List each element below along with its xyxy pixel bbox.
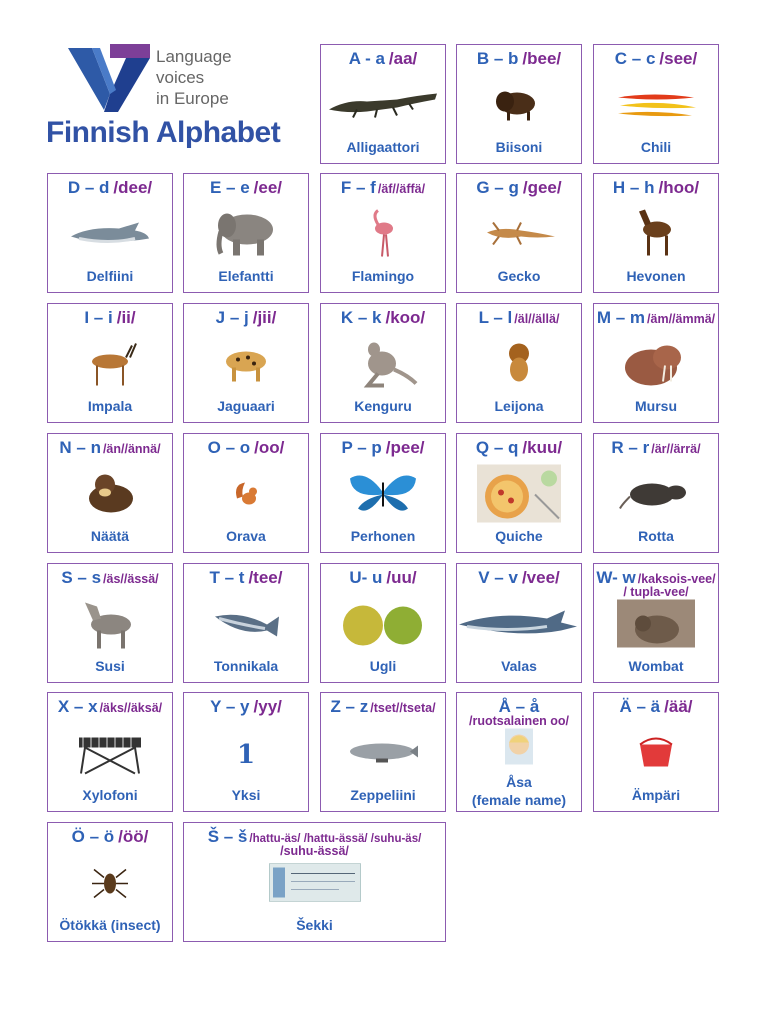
card-word: Delfiini (86, 268, 134, 284)
cheque-image (269, 864, 361, 907)
letter-card (47, 303, 173, 423)
card-heading (457, 178, 581, 199)
card-word: Gecko (497, 268, 541, 284)
card-letter: M – m (596, 308, 646, 327)
letter-card (593, 44, 719, 164)
card-letter: P – p (341, 438, 382, 457)
impala-image (80, 340, 140, 393)
butterfly-image (346, 469, 420, 524)
card-word: Alligaattori (346, 139, 420, 155)
tuna-image (211, 607, 281, 646)
child-portrait-image (505, 729, 533, 770)
card-pronunciation: /ee/ (253, 178, 283, 197)
card-heading (321, 49, 445, 70)
card-letter: O – o (207, 438, 251, 457)
card-word: Quiche (495, 528, 543, 544)
card-pronunciation: /ii/ (116, 308, 136, 327)
card-heading (48, 178, 172, 199)
card-word: Hevonen (626, 268, 686, 284)
language-voices-logo-icon (66, 44, 154, 114)
card-heading (48, 308, 172, 329)
card-letter: U- u (349, 568, 383, 587)
kangaroo-image (348, 340, 418, 393)
card-pronunciation: /kuu/ (522, 438, 563, 457)
card-pronunciation: /är//ärrä/ (651, 442, 701, 456)
card-word: Chili (640, 139, 672, 155)
card-pronunciation: /äs//ässä/ (103, 572, 159, 586)
card-letter: W- w (596, 568, 636, 587)
elephant-image (213, 210, 279, 263)
card-letter: I – i (84, 308, 113, 327)
card-letter: C – c (614, 49, 656, 68)
card-letter: Z – z (330, 697, 369, 716)
card-pronunciation: /bee/ (522, 49, 562, 68)
header (40, 38, 310, 160)
letter-card (593, 303, 719, 423)
letter-card (456, 173, 582, 293)
zeppelin-image (346, 742, 420, 769)
card-pronunciation: /dee/ (113, 178, 153, 197)
card-word: Ötökkä (insect) (59, 917, 161, 933)
letter-card (183, 692, 309, 812)
card-heading (457, 568, 581, 589)
letter-card (47, 173, 173, 293)
card-word: Rotta (638, 528, 674, 544)
lion-image (504, 342, 534, 391)
alligator-image (327, 88, 439, 127)
card-pronunciation: /hoo/ (658, 178, 700, 197)
card-heading (48, 568, 172, 589)
letter-card (593, 563, 719, 683)
letter-card (47, 433, 173, 553)
card-letter: J – j (215, 308, 249, 327)
card-letter: Š – š (207, 827, 248, 846)
card-pronunciation: /äf//äffä/ (377, 182, 426, 196)
card-letter: S – s (61, 568, 102, 587)
card-word: Wombat (628, 658, 684, 674)
letter-card (320, 692, 446, 812)
card-pronunciation: /än//ännä/ (102, 442, 161, 456)
card-word: Perhonen (350, 528, 416, 544)
letter-card (320, 433, 446, 553)
card-word: Åsa (506, 774, 532, 790)
letter-card (456, 44, 582, 164)
letter-card (593, 433, 719, 553)
card-heading (594, 697, 718, 718)
number-one-image (237, 740, 255, 770)
card-heading (48, 438, 172, 459)
card-heading (457, 49, 581, 70)
card-letter: V – v (478, 568, 518, 587)
card-pronunciation: /yy/ (253, 697, 282, 716)
card-word: Mursu (635, 398, 677, 414)
card-pronunciation: /tee/ (248, 568, 283, 587)
letter-card (320, 563, 446, 683)
card-pronunciation: /vee/ (521, 568, 560, 587)
card-pronunciation: /tset//tseta/ (370, 701, 436, 715)
card-word: Susi (95, 658, 125, 674)
letter-card (593, 692, 719, 812)
marten-image (83, 471, 137, 522)
card-word-line-2: (female name) (471, 792, 567, 808)
rat-image (618, 477, 694, 516)
letter-card (593, 173, 719, 293)
flamingo-image (368, 209, 398, 264)
wombat-image (617, 600, 695, 653)
card-pronunciation: /koo/ (385, 308, 426, 327)
card-letter: E – e (209, 178, 250, 197)
card-word: Orava (226, 528, 266, 544)
letter-card (456, 692, 582, 812)
card-heading (594, 308, 718, 329)
bucket-image (634, 735, 678, 776)
card-letter: Å – å (498, 697, 540, 716)
letter-card (47, 822, 173, 942)
card-word: Kenguru (354, 398, 412, 414)
card-heading (321, 697, 445, 718)
card-pronunciation: /äks//äksä/ (99, 701, 163, 715)
card-heading (184, 178, 308, 199)
card-letter: R – r (611, 438, 650, 457)
card-word: Ugli (369, 658, 397, 674)
card-letter: Ö – ö (71, 827, 115, 846)
card-letter: Ä – ä (619, 697, 661, 716)
letter-card (183, 563, 309, 683)
card-pronunciation-line-2: /ruotsalainen oo/ (468, 714, 569, 728)
page-title: Finnish Alphabet (46, 116, 281, 149)
card-word: Xylofoni (82, 787, 138, 803)
logo-line-3: in Europe (156, 89, 229, 108)
card-pronunciation: /jii/ (252, 308, 277, 327)
card-word: Elefantti (218, 268, 274, 284)
card-pronunciation-line-2: / tupla-vee/ (623, 585, 689, 599)
walrus-image (621, 338, 691, 395)
card-letter: B – b (476, 49, 519, 68)
card-word: Valas (501, 658, 537, 674)
letter-card (183, 433, 309, 553)
card-word: Zeppeliini (350, 787, 416, 803)
card-heading (321, 438, 445, 459)
gecko-image (481, 219, 557, 254)
card-letter: K – k (340, 308, 382, 327)
card-pronunciation: /äm//ämmä/ (647, 312, 716, 326)
ugli-fruit-image (341, 602, 425, 651)
card-word: Leijona (494, 398, 544, 414)
letter-card (183, 303, 309, 423)
card-pronunciation: /gee/ (522, 178, 562, 197)
card-heading (184, 438, 308, 459)
logo-line-2: voices (156, 68, 205, 87)
card-letter: T – t (209, 568, 245, 587)
card-letter: L – l (478, 308, 513, 327)
letter-card (320, 303, 446, 423)
card-letter: F – f (340, 178, 376, 197)
card-letter: H – h (612, 178, 655, 197)
card-pronunciation: /hattu-äs/ /hattu-ässä/ /suhu-äs/ (249, 833, 422, 845)
card-heading (457, 438, 581, 459)
card-heading (457, 308, 581, 329)
card-heading (321, 178, 445, 199)
card-word: Tonnikala (213, 658, 279, 674)
whale-image (457, 607, 581, 646)
jaguar-image (220, 344, 272, 389)
dolphin-image (69, 219, 151, 254)
card-letter: Q – q (475, 438, 519, 457)
card-heading (184, 308, 308, 329)
card-letter: D – d (67, 178, 110, 197)
insect-image (90, 866, 130, 905)
logo-line-1: Language (156, 47, 232, 66)
letter-card (320, 44, 446, 164)
card-pronunciation: /äl//ällä/ (514, 312, 560, 326)
card-heading (594, 178, 718, 199)
card-letter: G – g (476, 178, 519, 197)
card-letter: Y – y (210, 697, 250, 716)
card-pronunciation: /pee/ (385, 438, 425, 457)
bison-image (495, 88, 543, 127)
letter-card (47, 563, 173, 683)
card-heading (594, 438, 718, 459)
card-heading (48, 697, 172, 718)
card-word: Yksi (231, 787, 261, 803)
letter-card (183, 173, 309, 293)
card-heading (184, 568, 308, 589)
number-one-glyph: 1 (236, 740, 256, 770)
card-heading (184, 697, 308, 718)
card-pronunciation: /ää/ (664, 697, 693, 716)
card-word: Ämpäri (631, 787, 681, 803)
letter-card (456, 433, 582, 553)
squirrel-image (231, 479, 261, 514)
letter-card (320, 173, 446, 293)
card-heading (321, 568, 445, 589)
wolf-image (79, 597, 141, 656)
card-letter: A - a (348, 49, 385, 68)
card-heading (321, 308, 445, 329)
card-word: Impala (87, 398, 133, 414)
chili-image (614, 90, 698, 125)
letter-card (183, 822, 446, 942)
card-pronunciation: /aa/ (388, 49, 418, 68)
card-heading (48, 827, 172, 848)
card-pronunciation: /see/ (659, 49, 698, 68)
card-heading (594, 49, 718, 70)
horse-image (633, 208, 679, 265)
letter-card (456, 563, 582, 683)
card-word: Biisoni (495, 139, 543, 155)
card-word: Flamingo (351, 268, 415, 284)
card-pronunciation: /öö/ (118, 827, 149, 846)
letter-card (456, 303, 582, 423)
card-letter: X – x (57, 697, 98, 716)
logo-text (156, 46, 232, 109)
card-pronunciation: /oo/ (254, 438, 285, 457)
quiche-image (477, 465, 561, 528)
card-word: Šekki (296, 917, 333, 933)
xylophone-image (77, 730, 143, 781)
card-word: Jaguaari (217, 398, 275, 414)
card-word: Näätä (90, 528, 130, 544)
card-pronunciation-line-2: /suhu-ässä/ (280, 844, 349, 858)
card-pronunciation: /kaksois-vee/ (637, 572, 716, 586)
letter-card (47, 692, 173, 812)
card-pronunciation: /uu/ (386, 568, 417, 587)
card-letter: N – n (59, 438, 101, 457)
